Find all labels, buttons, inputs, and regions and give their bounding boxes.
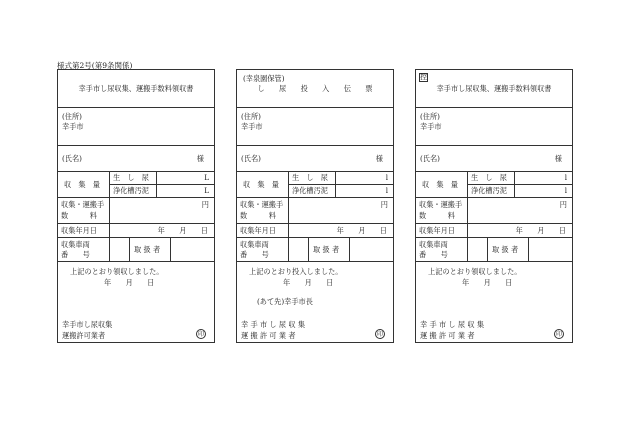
address-section	[416, 108, 572, 146]
collection-amount-label: 収 集 量	[422, 180, 458, 189]
septic-sludge-unit: l	[385, 186, 388, 195]
collection-date-label: 収集年月日	[61, 226, 97, 235]
address-label: (住所)	[241, 112, 261, 121]
septic-sludge-unit: L	[204, 186, 209, 195]
collection-date-value: 年 月 日	[157, 226, 208, 235]
fee-unit: 円	[559, 200, 567, 209]
fee-unit: 円	[201, 200, 209, 209]
recipient-label: (あて先)幸手市長	[257, 297, 313, 306]
collection-amount-section	[237, 172, 393, 198]
address-value: 幸手市	[420, 122, 442, 131]
collection-date-section	[58, 224, 214, 238]
collection-date-label: 収集年月日	[419, 226, 455, 235]
statement-date: 年 月 日	[283, 278, 334, 287]
seal-mark: 印	[197, 331, 204, 338]
handler-label: 取 扱 者	[313, 245, 340, 254]
slip-title: し 尿 投 入 伝 票	[257, 84, 373, 93]
fee-section	[237, 198, 393, 224]
vehicle-number-label-line2: 番 号	[240, 250, 269, 259]
vehicle-section	[416, 238, 572, 262]
copy-mark: 控	[420, 73, 427, 81]
address-label: (住所)	[420, 112, 440, 121]
slip-header	[237, 70, 393, 108]
receipt-slip	[415, 69, 573, 343]
copy-mark	[61, 73, 70, 82]
collection-amount-label: 収 集 量	[64, 180, 100, 189]
fee-label-line2: 数 料	[61, 211, 97, 220]
address-value: 幸手市	[241, 122, 263, 131]
slip-header	[58, 70, 214, 108]
address-label: (住所)	[62, 112, 82, 121]
honorific-label: 様	[196, 154, 204, 163]
septic-sludge-label: 浄化槽汚泥	[471, 186, 507, 195]
name-section	[237, 146, 393, 172]
raw-sewage-unit: l	[564, 173, 567, 182]
name-label: (氏名)	[420, 154, 440, 163]
vehicle-section	[58, 238, 214, 262]
name-section	[58, 146, 214, 172]
name-label: (氏名)	[241, 154, 261, 163]
confirmation-statement: 上記のとおり領収しました。	[428, 267, 522, 276]
form-number-label: 様式第2号(第9条関係)	[57, 61, 133, 70]
fee-section	[58, 198, 214, 224]
raw-sewage-label: 生 し 尿	[471, 173, 507, 182]
septic-sludge-label: 浄化槽汚泥	[292, 186, 328, 195]
receipt-slip	[57, 69, 215, 343]
seal-mark: 印	[555, 331, 562, 338]
fee-label-line1: 収集・運搬手	[419, 200, 463, 209]
address-section	[237, 108, 393, 146]
vehicle-number-label-line1: 収集車両	[61, 240, 90, 249]
address-value: 幸手市	[62, 122, 84, 131]
statement-date: 年 月 日	[462, 278, 513, 287]
signature-section	[416, 262, 572, 342]
name-section	[416, 146, 572, 172]
company-line2: 運 搬 許 可 業 者	[420, 331, 475, 340]
handler-label: 取 扱 者	[492, 245, 519, 254]
fee-label-line1: 収集・運搬手	[240, 200, 284, 209]
slip-title: 幸手市し尿収集、運搬手数料領収書	[78, 84, 194, 93]
collection-amount-section	[416, 172, 572, 198]
statement-date: 年 月 日	[104, 278, 155, 287]
company-line2: 運 搬 許 可 業 者	[241, 331, 296, 340]
honorific-label: 様	[554, 154, 562, 163]
handler-label: 取 扱 者	[134, 245, 161, 254]
receipt-slip	[236, 69, 394, 343]
signature-section	[58, 262, 214, 342]
slip-title: 幸手市し尿収集、運搬手数料領収書	[436, 84, 552, 93]
vehicle-number-label-line2: 番 号	[419, 250, 448, 259]
vehicle-number-label-line1: 収集車両	[240, 240, 269, 249]
septic-sludge-unit: l	[564, 186, 567, 195]
fee-label-line2: 数 料	[240, 211, 276, 220]
vehicle-number-label-line1: 収集車両	[419, 240, 448, 249]
honorific-label: 様	[375, 154, 383, 163]
confirmation-statement: 上記のとおり投入しました。	[249, 267, 343, 276]
company-line1: 幸 手 市 し 尿 収 集	[241, 320, 306, 329]
seal-mark: 印	[376, 331, 383, 338]
vehicle-section	[237, 238, 393, 262]
slip-header	[416, 70, 572, 108]
collection-date-value: 年 月 日	[515, 226, 566, 235]
fee-label-line2: 数 料	[419, 211, 455, 220]
address-section	[58, 108, 214, 146]
confirmation-statement: 上記のとおり領収しました。	[70, 267, 164, 276]
signature-section	[237, 262, 393, 342]
fee-unit: 円	[380, 200, 388, 209]
name-label: (氏名)	[62, 154, 82, 163]
raw-sewage-unit: L	[204, 173, 209, 182]
raw-sewage-label: 生 し 尿	[292, 173, 328, 182]
raw-sewage-label: 生 し 尿	[113, 173, 149, 182]
collection-amount-section	[58, 172, 214, 198]
collection-date-label: 収集年月日	[240, 226, 276, 235]
company-line1: 幸手市し尿収集	[62, 320, 113, 329]
header-storage-note: (幸泉園保管)	[243, 74, 285, 83]
fee-section	[416, 198, 572, 224]
collection-date-section	[416, 224, 572, 238]
company-line2: 運搬許可業者	[62, 331, 106, 340]
company-line1: 幸 手 市 し 尿 収 集	[420, 320, 485, 329]
septic-sludge-label: 浄化槽汚泥	[113, 186, 149, 195]
fee-label-line1: 収集・運搬手	[61, 200, 105, 209]
vehicle-number-label-line2: 番 号	[61, 250, 90, 259]
collection-date-value: 年 月 日	[336, 226, 387, 235]
raw-sewage-unit: l	[385, 173, 388, 182]
collection-amount-label: 収 集 量	[243, 180, 279, 189]
collection-date-section	[237, 224, 393, 238]
